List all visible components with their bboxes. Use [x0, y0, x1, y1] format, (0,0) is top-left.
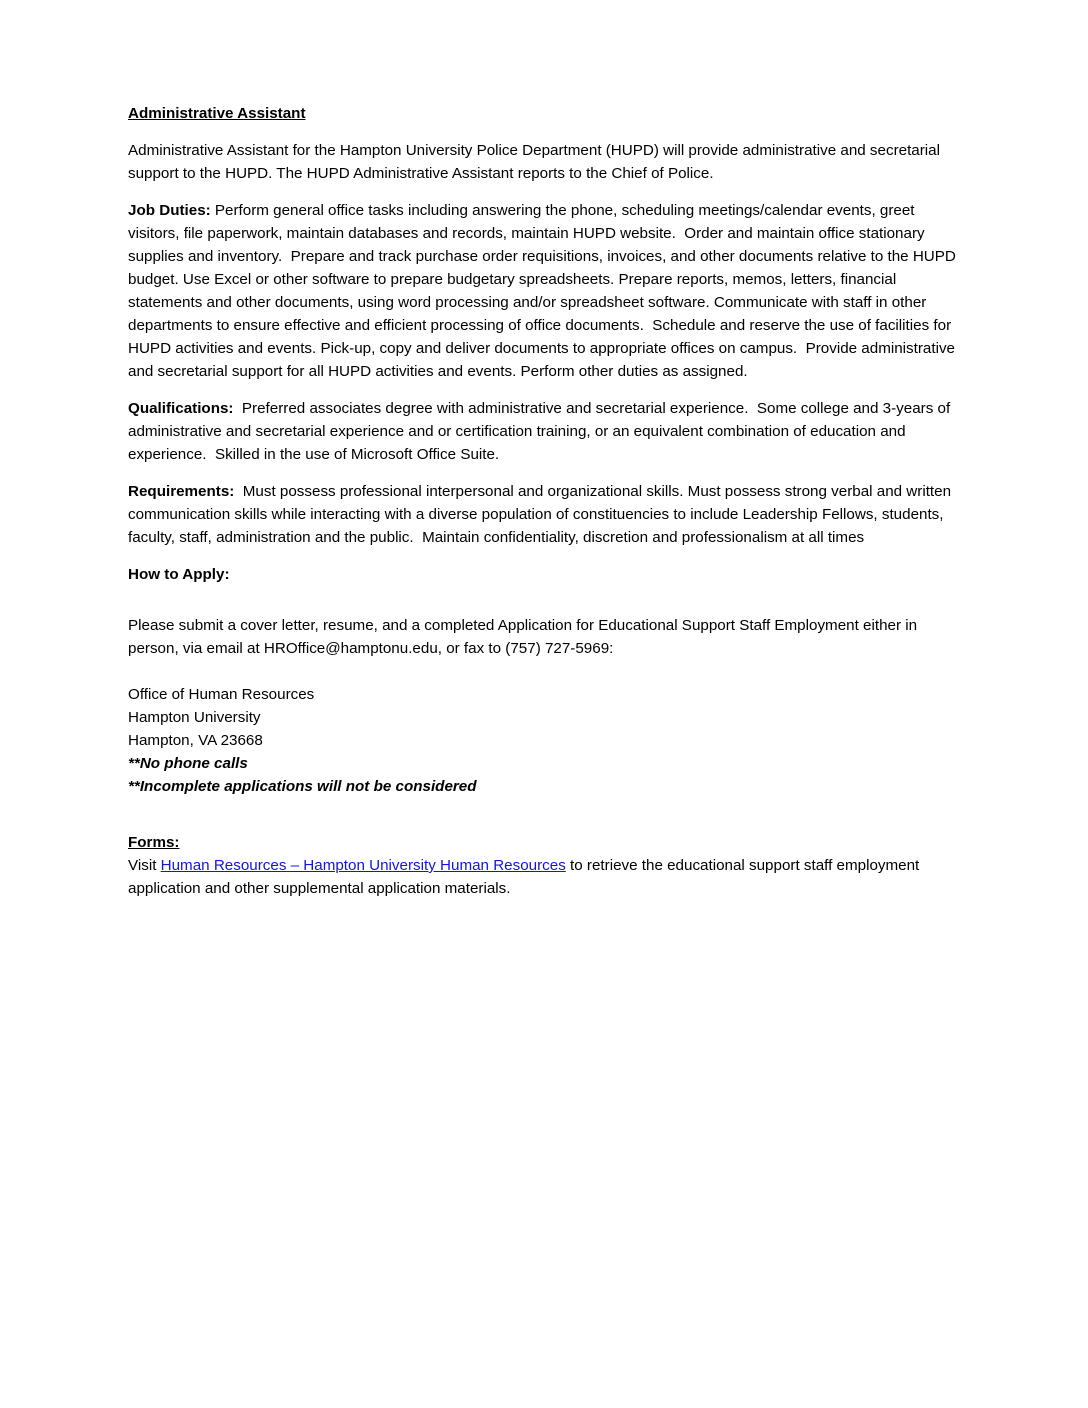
forms-paragraph	[128, 854, 964, 900]
address-line-city: Hampton, VA 23668	[128, 732, 263, 749]
no-phone-calls-note: **No phone calls	[128, 755, 248, 772]
qualifications-label: Qualifications:	[128, 400, 234, 417]
submit-instructions-paragraph: Please submit a cover letter, resume, and a completed Application for Educational Support Staff Employment either in person, via email at HROffice@hamptonu.edu, or fax to (757) 727-5969:	[128, 617, 922, 657]
qualifications-text: Preferred associates degree with administrative and secretarial experience. Some college and 3-years of administrative and secretarial experience and or certification training, or an equivalent combination of education and experience. Skilled in the use of Microsoft Office Suite.	[128, 400, 955, 463]
forms-prefix: Visit	[128, 857, 161, 874]
requirements-label: Requirements:	[128, 483, 235, 500]
hr-website-link[interactable]: Human Resources – Hampton University Human Resources	[160, 857, 566, 874]
address-block	[128, 683, 964, 798]
requirements-text: Must possess professional interpersonal and organizational skills. Must possess strong verbal and written communication skills while interacting with a diverse population of constituencies to include Leadership Fellows, students, faculty, staff, administration and the public. Maintain confidentiality, discretion and professionalism at all times	[128, 483, 956, 546]
qualifications-paragraph	[128, 397, 964, 466]
job-duties-label: Job Duties:	[128, 202, 211, 219]
intro-paragraph: Administrative Assistant for the Hampton University Police Department (HUPD) will provide administrative and secretarial support to the HUPD. The HUPD Administrative Assistant reports to the Chief of Police.	[128, 142, 945, 182]
how-to-apply-heading: How to Apply:	[128, 566, 230, 583]
job-duties-paragraph	[128, 199, 964, 383]
incomplete-applications-note: **Incomplete applications will not be considered	[128, 778, 477, 795]
requirements-paragraph	[128, 480, 964, 549]
forms-suffix: to retrieve the educational support staff employment application and other supplemental application materials.	[128, 857, 924, 897]
document-content	[128, 102, 964, 914]
forms-heading: Forms:	[128, 834, 180, 851]
address-line-office: Office of Human Resources	[128, 686, 315, 703]
page-title: Administrative Assistant	[128, 105, 306, 122]
address-line-university: Hampton University	[128, 709, 261, 726]
job-duties-text: Perform general office tasks including answering the phone, scheduling meetings/calendar events, greet visitors, file paperwork, maintain databases and records, maintain HUPD website. Order and maintain office stationary supplies and inventory. Prepare and track purchase order requisitions, invoices, and other documents relative to the HUPD budget. Use Excel or other software to prepare budgetary spreadsheets. Prepare reports, memos, letters, financial statements and other documents, using word processing and/or spreadsheet software. Communicate with staff in other departments to ensure effective and efficient processing of office documents. Schedule and reserve the use of facilities for HUPD activities and events. Pick-up, copy and deliver documents to appropriate offices on campus. Provide administrative and secretarial support for all HUPD activities and events. Perform other duties as assigned.	[128, 202, 961, 380]
